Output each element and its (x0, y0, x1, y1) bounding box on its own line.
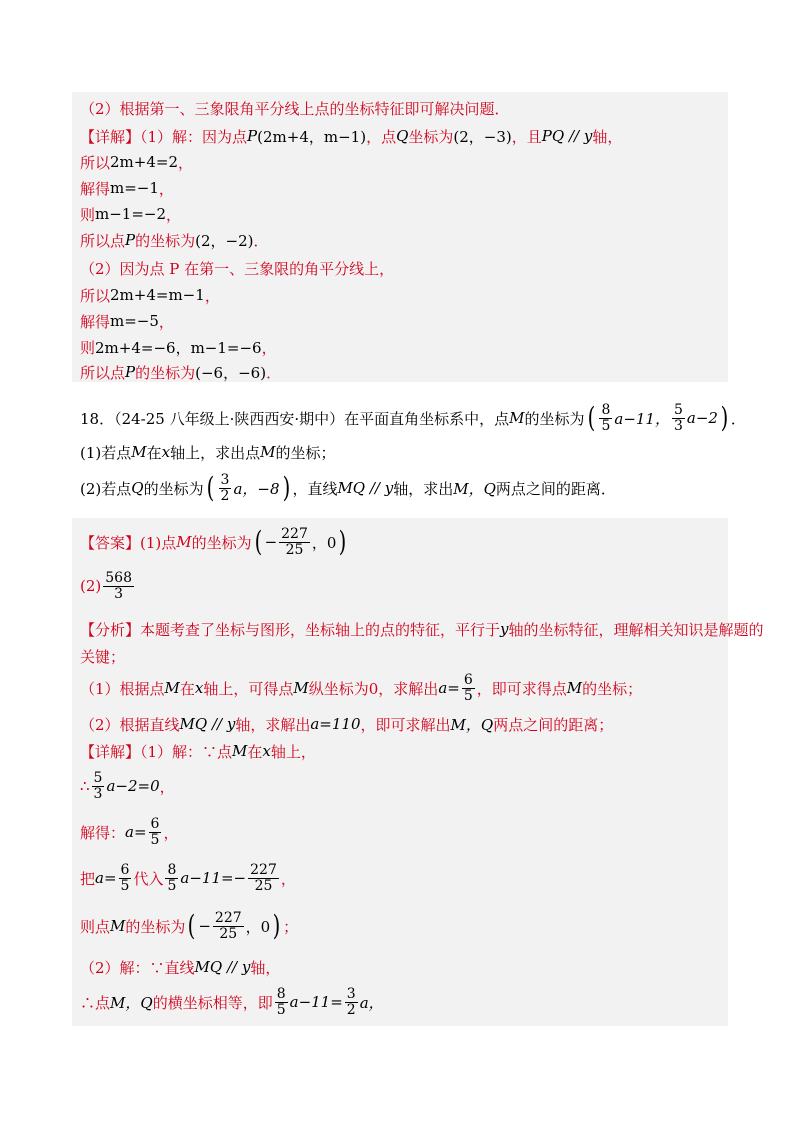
text: 【详解】（1）解：∵点 (80, 742, 233, 761)
math: P (125, 231, 136, 249)
right-paren: ) (339, 525, 347, 558)
text: 代入 (133, 869, 164, 888)
math: m=−1 (110, 179, 159, 197)
text: 轴上，求出点 (170, 443, 261, 462)
text: 的坐标为 (143, 479, 204, 498)
math: M (260, 443, 276, 461)
math: x (194, 679, 204, 697)
text: 所以点 (80, 363, 126, 382)
math: M (566, 679, 583, 697)
text: 解得 (80, 312, 111, 331)
answer-line-1 (80, 524, 349, 560)
fraction (462, 673, 475, 703)
detail-line-4 (80, 860, 296, 896)
denominator: 25 (219, 925, 238, 942)
right-paren: ) (272, 909, 281, 942)
question-18-part-2 (80, 470, 616, 506)
denominator: 5 (463, 687, 473, 704)
question-18-stem (80, 400, 746, 436)
denominator: 2 (220, 487, 230, 504)
detail-line-6 (80, 955, 280, 979)
text: 的坐标为 (125, 917, 186, 936)
math: (2m+4，m−1) (257, 127, 367, 146)
text: ， (280, 869, 296, 888)
denominator: 3 (93, 785, 103, 802)
text: ， (158, 179, 174, 198)
left-paren: ( (587, 401, 595, 434)
text: 轴上， (270, 742, 316, 761)
math: a−2=0 (106, 777, 160, 795)
numerator: 8 (601, 401, 611, 418)
text: 的坐标为 (191, 533, 252, 552)
text: ． (253, 231, 269, 250)
numerator: 3 (346, 985, 356, 1002)
text: ∴ (80, 777, 90, 795)
math: − (198, 917, 211, 935)
math: a=110 (310, 715, 361, 733)
detail-line-5 (80, 228, 269, 252)
math: P (247, 127, 258, 145)
detail-line-7 (80, 984, 384, 1020)
detail-line-9 (80, 335, 277, 359)
fraction (119, 863, 132, 893)
text: ． (266, 363, 282, 382)
left-paren: ( (206, 471, 214, 504)
math: MQ // y (179, 715, 236, 733)
denominator: 5 (276, 1001, 286, 1018)
numerator: 5 (673, 401, 683, 418)
right-paren: ) (720, 401, 729, 434)
text: 【答案】(1)点 (80, 533, 177, 552)
detail-line-7 (80, 283, 220, 307)
math: M，Q (453, 479, 496, 498)
text: ， (261, 338, 277, 357)
math: M (110, 917, 126, 935)
math: m=−5 (110, 312, 159, 330)
detail-line-3 (80, 814, 178, 850)
math: a−11= (289, 993, 343, 1011)
denominator: 5 (601, 417, 611, 434)
text: （2）因为点 P 在第一、三象限的角平分线上， (80, 259, 395, 278)
fraction (92, 771, 105, 801)
detail-line-1 (80, 739, 316, 763)
right-paren: ) (282, 471, 290, 504)
math: (−6，−6) (195, 363, 267, 382)
detail-line-6 (80, 256, 394, 280)
numerator: 6 (463, 671, 473, 688)
text: 的坐标为 (135, 363, 196, 382)
text: 【分析】本题考查了坐标与图形，坐标轴上的点的特征，平行于 (80, 620, 501, 639)
math: y (500, 620, 509, 638)
detail-line-4 (80, 202, 181, 226)
detail-line-2 (80, 768, 175, 804)
text: 轴上，可得点 (203, 679, 294, 698)
math: a−11， (614, 409, 670, 428)
math: ，0 (311, 533, 337, 552)
math: a，−8 (233, 479, 280, 498)
answer-line-2 (80, 568, 136, 604)
detail-line-5 (80, 908, 298, 944)
fraction (672, 403, 685, 433)
numerator: 8 (167, 861, 177, 878)
math: a= (95, 869, 117, 887)
analysis-line-2 (80, 644, 125, 668)
text: ， (204, 286, 220, 305)
math: 2m+4=m−1 (110, 286, 205, 304)
text: ； (283, 917, 299, 936)
text: 在 (146, 443, 162, 462)
text: （2）根据直线 (80, 715, 180, 734)
left-paren: ( (188, 909, 196, 942)
denominator: 3 (673, 417, 683, 434)
text: (1)若点 (80, 443, 132, 462)
numerator: 227 (281, 525, 308, 542)
math: M，Q (450, 715, 494, 734)
denominator: 5 (150, 831, 160, 848)
analysis-line-2 (80, 96, 510, 120)
question-18-part-1 (80, 440, 335, 464)
text: 两点之间的距离． (495, 479, 616, 498)
text: 的横坐标相等，即 (152, 993, 273, 1012)
text: 关键； (80, 647, 126, 666)
text: 轴，求解出 (235, 715, 311, 734)
text: (2) (80, 577, 102, 595)
text: 【详解】（1）解：因为点 (80, 127, 248, 146)
denominator: 5 (167, 877, 177, 894)
text: 在 (247, 742, 263, 761)
text: 把 (80, 869, 96, 888)
math: − (264, 533, 278, 551)
math: P (125, 363, 136, 381)
math: (2，−3) (453, 127, 512, 146)
text: 轴，求出 (393, 479, 454, 498)
detail-line-8 (80, 309, 174, 333)
detail-line-3 (80, 176, 174, 200)
numerator: 6 (150, 815, 160, 832)
text: （1）根据点 (80, 679, 165, 698)
text: 两点之间的距离； (493, 715, 614, 734)
text: 所以点 (80, 231, 126, 250)
text: ， (178, 153, 194, 172)
denominator: 5 (120, 877, 130, 894)
math: MQ // y (194, 958, 251, 976)
text: 坐标为 (408, 127, 454, 146)
math: Q (131, 479, 144, 497)
text: ． (730, 409, 746, 428)
text: 的坐标为 (524, 409, 585, 428)
math: Q (396, 127, 409, 145)
math: M，Q (110, 993, 153, 1012)
fraction (345, 987, 358, 1017)
text: ，即可求得点 (476, 679, 567, 698)
math: x (161, 443, 171, 461)
numerator: 6 (120, 861, 130, 878)
text: ∴点 (80, 993, 111, 1012)
fraction (213, 911, 244, 941)
numerator: 5 (93, 769, 103, 786)
math: m−1=−2 (95, 205, 167, 223)
analysis-line-1 (80, 617, 764, 641)
math: M (164, 679, 180, 697)
fraction (219, 473, 232, 503)
text: ，且 (511, 127, 542, 146)
math: MQ // y (337, 479, 394, 497)
math: a， (359, 993, 384, 1012)
text: ，点 (366, 127, 397, 146)
text: 则点 (80, 917, 111, 936)
text: 解得 (80, 179, 111, 198)
text: 的坐标； (582, 679, 643, 698)
text: 轴的坐标特征，理解相关知识是解题的 (508, 620, 764, 639)
analysis-line-4 (80, 712, 613, 736)
text: 轴， (250, 958, 281, 977)
math: 2m+4=2 (110, 153, 179, 171)
text: ， (159, 777, 175, 796)
math: (2，−2) (195, 231, 254, 250)
text: 所以 (80, 153, 111, 172)
denominator: 2 (346, 1001, 356, 1018)
math: M (293, 679, 309, 697)
text: （2）解：∵直线 (80, 958, 195, 977)
numerator: 227 (214, 909, 242, 926)
text: 则 (80, 205, 96, 224)
numerator: 8 (276, 985, 286, 1002)
math: x (262, 742, 271, 760)
text: (2)若点 (80, 479, 132, 498)
numerator: 568 (105, 569, 132, 586)
denominator: 25 (285, 541, 304, 558)
math: a= (438, 679, 460, 697)
denominator: 3 (114, 585, 124, 602)
text: 的坐标为 (135, 231, 196, 250)
math: a= (125, 823, 147, 841)
left-paren: ( (254, 525, 262, 558)
math: M (176, 533, 192, 551)
detail-line-10 (80, 360, 281, 384)
math: PQ // y (541, 127, 593, 145)
detail-line-1 (80, 124, 622, 148)
numerator: 3 (220, 471, 230, 488)
text: 在 (179, 679, 195, 698)
text: ，直线 (292, 479, 338, 498)
math: M (131, 443, 147, 461)
text: 所以 (80, 286, 111, 305)
math: a−2 (686, 409, 718, 427)
denominator: 25 (254, 877, 273, 894)
analysis-line-3 (80, 670, 642, 706)
math: ，0 (245, 917, 271, 936)
text: 解得： (80, 823, 126, 842)
text: 纵坐标为0，求解出 (308, 679, 439, 698)
text: 则 (80, 338, 96, 357)
text: 轴， (592, 127, 623, 146)
text: ， (166, 205, 182, 224)
fraction (275, 987, 288, 1017)
numerator: 227 (250, 861, 277, 878)
text: （2）根据第一、三象限角平分线上点的坐标特征即可解决问题． (80, 99, 510, 118)
math: 2m+4=−6，m−1=−6 (95, 338, 262, 357)
math: M (509, 409, 525, 427)
fraction (149, 817, 162, 847)
fraction (599, 403, 612, 433)
text: 的坐标； (275, 443, 336, 462)
fraction (248, 863, 279, 893)
fraction (165, 863, 178, 893)
text: ， (163, 823, 179, 842)
fraction (103, 571, 134, 601)
math: a−11=− (180, 869, 247, 887)
text: ， (158, 312, 174, 331)
detail-line-2 (80, 150, 193, 174)
text: 18．（24-25 八年级上·陕西西安·期中）在平面直角坐标系中，点 (80, 409, 510, 428)
text: ，即可求解出 (360, 715, 451, 734)
fraction (279, 527, 310, 557)
math: M (232, 742, 248, 760)
